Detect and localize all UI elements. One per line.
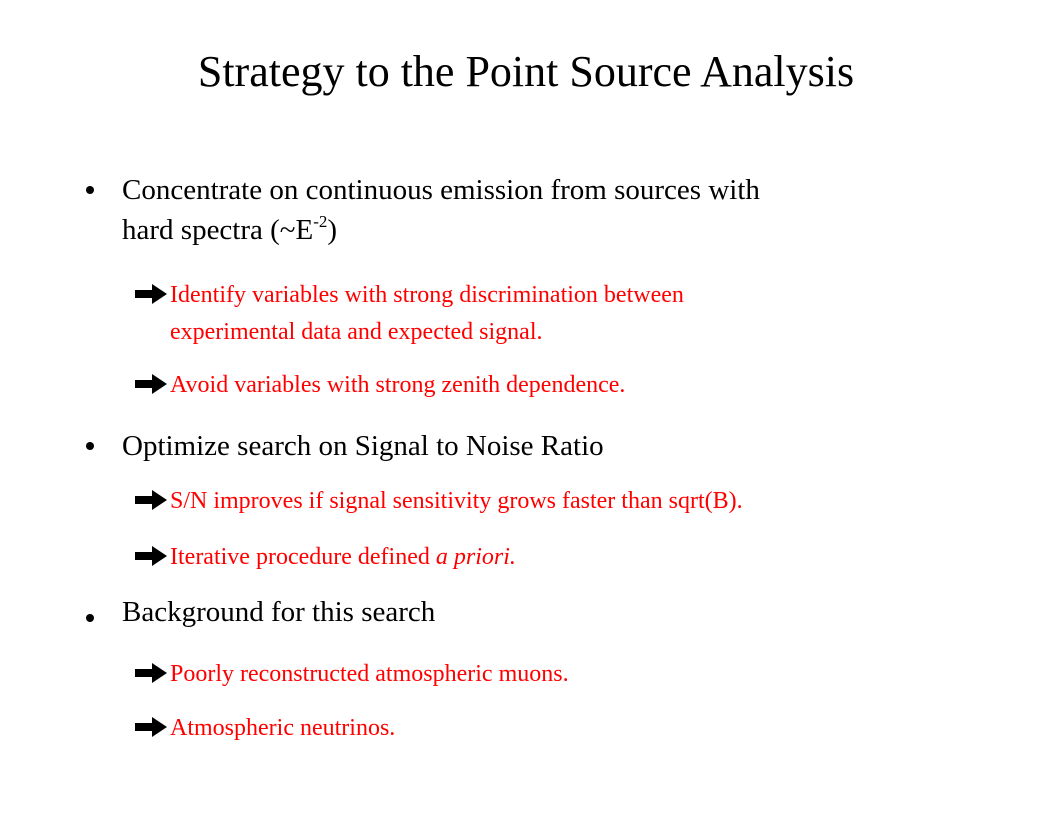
sub-2-1-line-1: S/N improves if signal sensitivity grows faster than sqrt(B).	[170, 488, 743, 514]
bullet-2-line-1: Optimize search on Signal to Noise Ratio	[122, 430, 604, 462]
bullet-1-line-2-prefix: hard spectra (~E	[122, 214, 314, 246]
right-arrow-icon	[134, 545, 170, 567]
sub-2-2-text: Iterative procedure defined	[170, 544, 436, 570]
right-arrow-icon	[134, 489, 170, 511]
sub-2-2-italic-text: a priori.	[435, 544, 516, 570]
sub-1-1-line-2: experimental data and expected signal.	[170, 319, 543, 345]
bullet-3-line-1: Background for this search	[122, 596, 436, 628]
bullet-1-line-2-suffix: )	[327, 214, 338, 246]
right-arrow-icon	[134, 716, 170, 738]
sub-2-2-line-1	[170, 538, 516, 576]
bullet-1-exponent: -2	[313, 212, 328, 231]
right-arrow-icon	[134, 662, 170, 684]
sub-3-2-line-1: Atmospheric neutrinos.	[170, 715, 396, 741]
sub-1-1-line-1: Identify variables with strong discrimination between	[170, 282, 684, 308]
bullet-1-line-2	[122, 212, 337, 248]
bullet-1-line-1: Concentrate on continuous emission from sources with	[122, 174, 760, 206]
right-arrow-icon	[134, 283, 170, 305]
bullet-icon	[86, 442, 94, 450]
sub-3-1-line-1: Poorly reconstructed atmospheric muons.	[170, 661, 569, 687]
bullet-icon	[86, 614, 94, 622]
sub-1-2-line-1: Avoid variables with strong zenith dependence.	[170, 372, 626, 398]
right-arrow-icon	[134, 373, 170, 395]
slide-title: Strategy to the Point Source Analysis	[197, 47, 855, 96]
bullet-icon	[86, 186, 94, 194]
